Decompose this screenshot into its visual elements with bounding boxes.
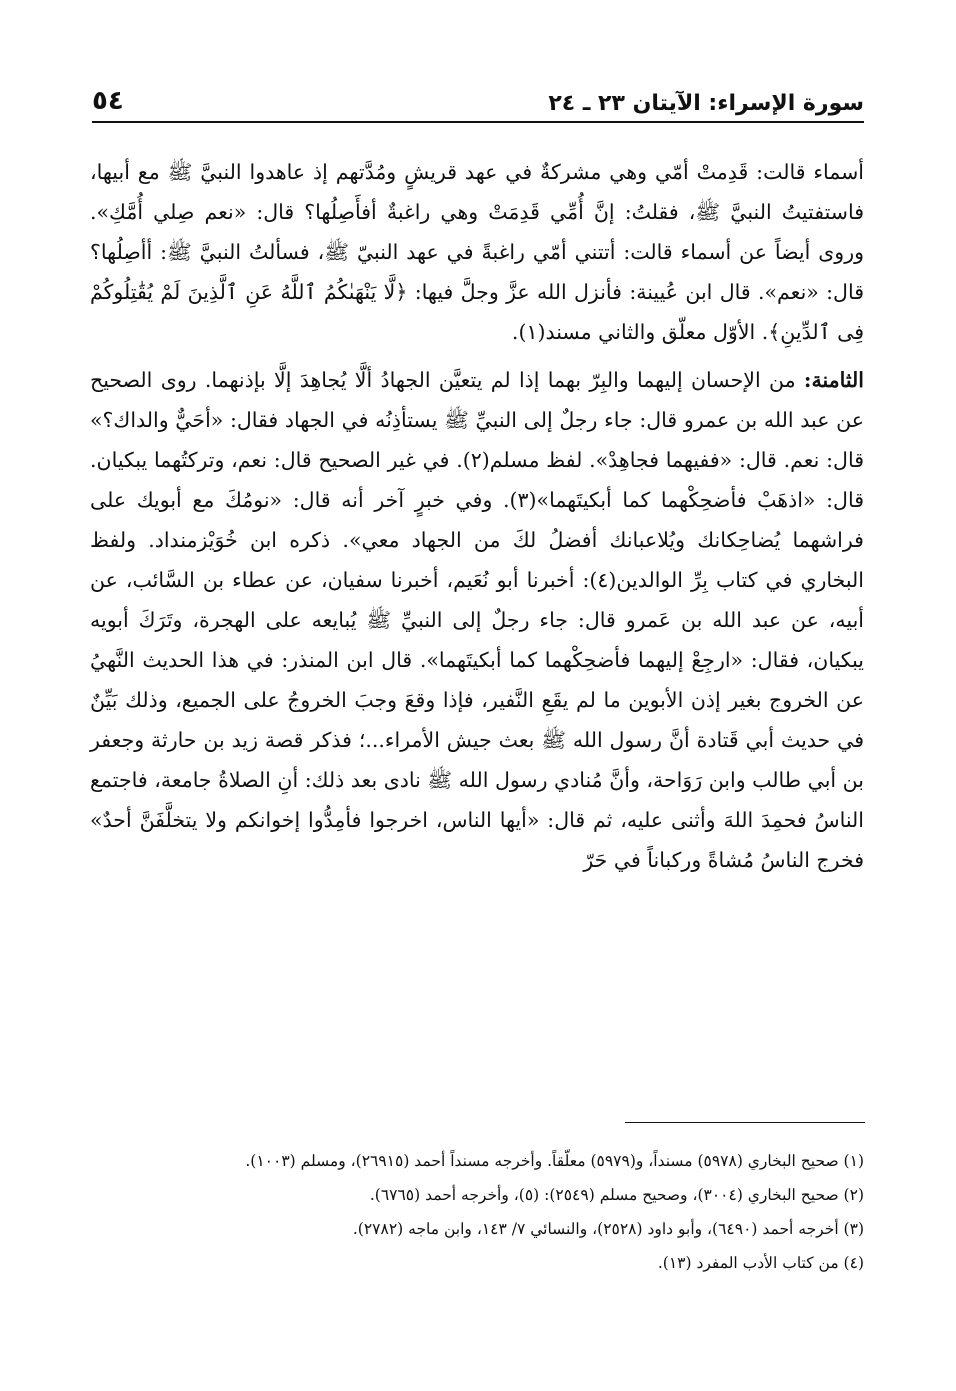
running-title: سورة الإسراء: الآيتان ٢٣ ـ ٢٤ xyxy=(548,91,864,116)
footnotes xyxy=(92,1146,864,1278)
page-header xyxy=(92,72,864,116)
paragraph xyxy=(90,360,864,880)
footnote: (٢) صحيح البخاري (٣٠٠٤)، وصحيح مسلم (٢٥٤٩): (٥)، وأخرجه أحمد (٦٧٦٥). xyxy=(369,1186,864,1204)
footnote: (٤) من كتاب الأدب المفرد (١٣). xyxy=(657,1254,864,1272)
paragraph: أسماء قالت: قَدِمتْ أمّي وهي مشركةٌ في عهد قريشٍ ومُدَّتهم إذ عاهدوا النبيَّ ﷺ مع أبيها، فاستفتيتُ النبيَّ ﷺ، فقلتُ: إنَّ أُمِّي قَدِمَتْ وهي راغبةٌ أفأَصِلُها؟ قال: «نعم صِلي أُمَّكِ». وروى أيضاً عن أسماء قالت: أتتني أمّي راغبةً في عهد النبيّ ﷺ، فسألتُ النبيَّ ﷺ: أأصِلُها؟ قال: «نعم». قال ابن عُيينة: فأنزل الله عزَّ وجلَّ فيها: ﴿لَّا يَنْهَىٰكُمُ ٱللَّهُ عَنِ ٱلَّذِينَ لَمْ يُقَٰتِلُوكُمْ فِى ٱلدِّينِ﴾. الأوّل معلّق والثاني مسند(١). xyxy=(90,160,864,344)
main-text xyxy=(90,152,864,880)
footnote: (٣) أخرجه أحمد (٦٤٩٠)، وأبو داود (٢٥٢٨)، والنسائي ٧/ ١٤٣، وابن ماجه (٢٧٨٢). xyxy=(352,1220,864,1238)
footnote: (١) صحيح البخاري (٥٩٧٨) مسنداً، و(٥٩٧٩) معلّقاً. وأخرجه مسنداً أحمد (٢٦٩١٥)، ومسلم (١٠٠٣). xyxy=(245,1152,864,1170)
footnote-divider xyxy=(625,1122,865,1123)
paragraph-text: من الإحسان إليهما والبِرّ بهما إذا لم يتعيَّن الجهادُ ألَّا يُجاهِدَ إلَّا بإذنهما. روى الصحيح عن عبد الله بن عمرو قال: جاء رجلٌ إلى النبيِّ ﷺ يستأذِنُه في الجهاد فقال: «أحَيٌّ والداك؟» قال: نعم. قال: «ففيهما فجاهِدْ». لفظ مسلم(٢). في غير الصحيح قال: نعم، وتركتُهما يبكيان. قال: «اذهَبْ فأضحِكْهما كما أبكيتَهما»(٣). وفي خبرٍ آخر أنه قال: «نومُكَ مع أبويك على فراشهما يُضاحِكانك ويُلاعبانك أفضلُ لكَ من الجهاد معي». ذكره ابن خُوَيْزمنداد. ولفظ البخاري في كتاب بِرِّ الوالدين(٤): أخبرنا أبو نُعَيم، أخبرنا سفيان، عن عطاء بن السَّائب، عن أبيه، عن عبد الله بن عَمرو قال: جاء رجلٌ إلى النبيِّ ﷺ يُبايعه على الهجرة، وتَرَكَ أبويه يبكيان، فقال: «ارجِعْ إليهما فأضحِكْهما كما أبكيتَهما». قال ابن المنذر: في هذا الحديث النَّهيُ عن الخروج بغير إذن الأبوين ما لم يقَعِ النَّفير، فإذا وقعَ وجبَ الخروجُ على الجميع، وذلك بَيِّنٌ في حديث أبي قَتادة أنَّ رسول الله ﷺ بعث جيش الأمراء...؛ فذكر قصة زيد بن حارثة وجعفر بن أبي طالب وابن رَوَاحة، وأنَّ مُنادي رسول الله ﷺ نادى بعد ذلك: أنِ الصلاةُ جامعة، فاجتمع الناسُ فحمِدَ اللهَ وأثنى عليه، ثم قال: «أيها الناس، اخرجوا فأمِدُّوا إخوانكم ولا يتخلَّفَنَّ أحدٌ» فخرج الناسُ مُشاةً وركباناً في حَرّ xyxy=(90,368,864,872)
paragraph-lead: الثامنة: xyxy=(803,368,864,392)
page-number: ٥٤ xyxy=(92,86,124,116)
header-divider xyxy=(92,121,864,123)
